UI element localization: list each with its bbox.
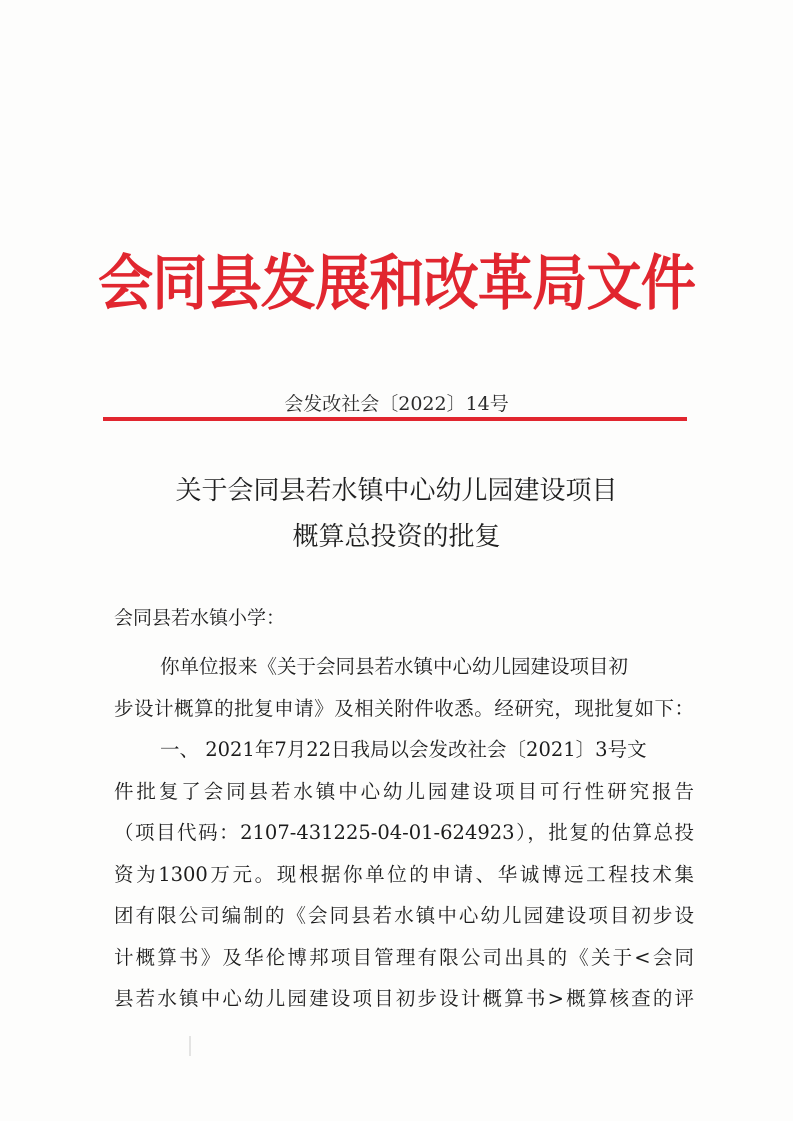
body-line: 计概算书》及华伦博邦项目管理有限公司出具的《关于<会同 bbox=[114, 945, 694, 969]
issuer-red-header: 会同县发展和改革局文件 bbox=[97, 249, 696, 319]
subject-line-2: 概算总投资的批复 bbox=[292, 522, 501, 552]
addressee: 会同县若水镇小学： bbox=[114, 607, 286, 629]
body-line: 一、 2021年7月22日我局以会发改社会〔2021〕3号文 bbox=[160, 738, 647, 761]
red-divider-rule bbox=[103, 417, 687, 421]
body-line: （项目代码：2107-431225-04-01-624923），批复的估算总投 bbox=[114, 821, 694, 844]
body-line: 你单位报来《关于会同县若水镇中心幼儿园建设项目初 bbox=[160, 655, 629, 678]
body-line: 团有限公司编制的《会同县若水镇中心幼儿园建设项目初步设 bbox=[114, 904, 694, 927]
body-line: 县若水镇中心幼儿园建设项目初步设计概算书>概算核查的评 bbox=[114, 987, 694, 1010]
body-line: 件批复了会同县若水镇中心幼儿园建设项目可行性研究报告 bbox=[114, 779, 694, 803]
document-subject bbox=[0, 468, 793, 560]
body-line: 资为1300万元。现根据你单位的申请、华诚博远工程技术集 bbox=[114, 862, 694, 886]
subject-line-1: 关于会同县若水镇中心幼儿园建设项目 bbox=[175, 476, 618, 506]
document-number: 会发改社会〔2022〕14号 bbox=[284, 393, 509, 415]
body-line: 步设计概算的批复申请》及相关附件收悉。经研究，现批复如下： bbox=[114, 696, 694, 720]
body-text bbox=[114, 646, 694, 1020]
scan-artifact-mark bbox=[189, 1036, 197, 1056]
